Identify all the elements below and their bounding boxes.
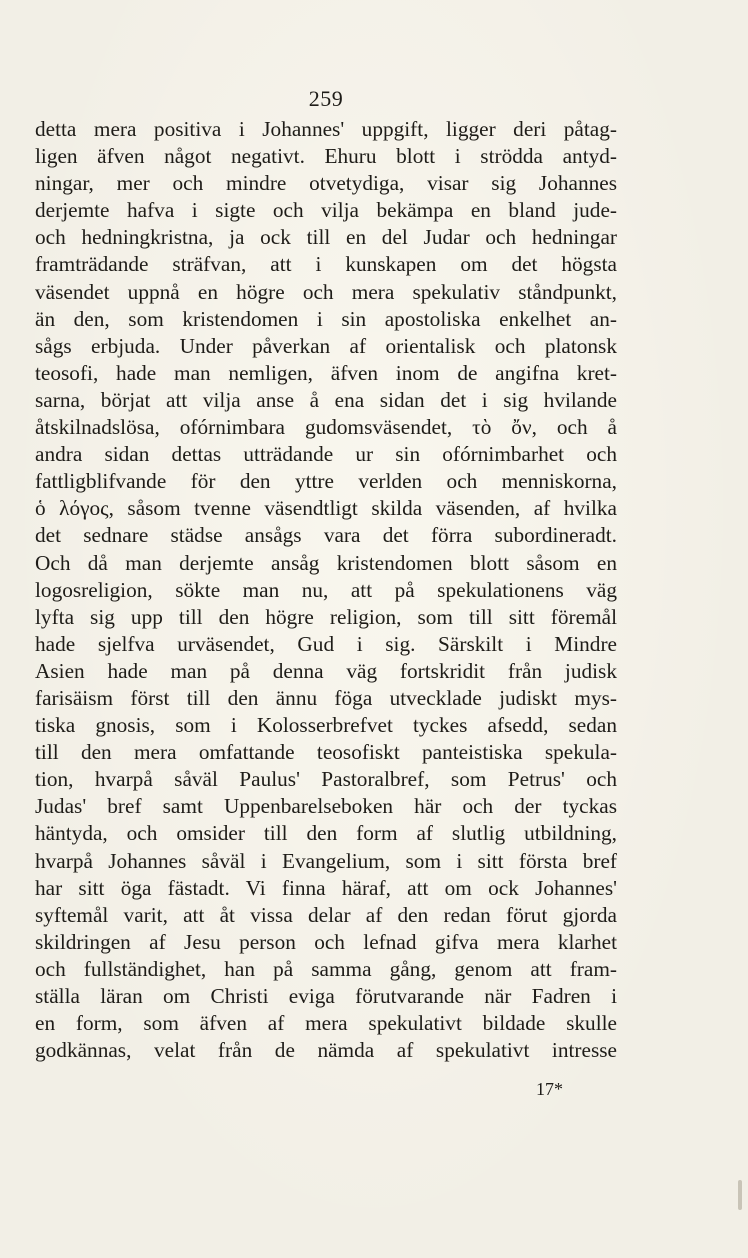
page-number: 259 (308, 86, 344, 111)
text-line: derjemte hafva i sigte och vilja bekämpa en bland jude- (35, 198, 617, 223)
text-line: en form, som äfven af mera spekulativt bildade skulle (35, 1011, 617, 1036)
text-line: häntyda, och omsider till den form af slutlig utbildning, (35, 821, 617, 846)
text-line: teosofi, hade man nemligen, äfven inom de angifna kret- (35, 360, 617, 385)
text-line: ὁ λόγος, såsom tvenne väsendtligt skilda väsenden, af hvilka (35, 496, 617, 521)
text-line: tion, hvarpå såväl Paulus' Pastoralbref, som Petrus' och (35, 767, 617, 792)
signature-mark: 17* (536, 1079, 563, 1099)
text-line: andra sidan dettas utträdande ur sin ofórnimbarhet och (35, 442, 617, 467)
text-line: än den, som kristendomen i sin apostoliska enkelhet an- (35, 306, 617, 331)
text-line: tiska gnosis, som i Kolosserbrefvet tyckes afsedd, sedan (35, 713, 617, 738)
text-line: och hedningkristna, ja ock till en del Judar och hedningar (35, 225, 617, 250)
text-line: detta mera positiva i Johannes' uppgift, ligger deri påtag- (35, 117, 617, 141)
text-line: har sitt öga fästadt. Vi finna häraf, att om ock Johannes' (35, 875, 617, 900)
page-edge-shadow (738, 1180, 742, 1210)
text-line: farisäism först till den ännu föga utvecklade judiskt mys- (35, 685, 617, 710)
body-text (35, 116, 617, 1064)
text-line: lyfta sig upp till den högre religion, som till sitt föremål (35, 604, 617, 629)
text-line: hvarpå Johannes såväl i Evangelium, som i sitt första bref (35, 848, 617, 873)
text-line: sågs erbjuda. Under påverkan af orientalisk och platonsk (35, 333, 617, 358)
text-line: åtskilnadslösa, ofórnimbara gudomsväsendet, τὸ ὄν, och å (35, 415, 617, 440)
text-line: framträdande sträfvan, att i kunskapen om det högsta (35, 252, 617, 277)
text-line: och fullständighet, han på samma gång, genom att fram- (35, 956, 617, 981)
text-line: till den mera omfattande teosofiskt panteistiska spekula- (35, 740, 617, 765)
text-line: ställa läran om Christi eviga förutvarande när Fadren i (35, 984, 617, 1008)
text-line: fattligblifvande för den yttre verlden och menniskorna, (35, 469, 617, 494)
text-line: väsendet uppnå en högre och mera spekulativ ståndpunkt, (35, 279, 617, 304)
text-line: skildringen af Jesu person och lefnad gifva mera klarhet (35, 929, 617, 954)
text-line: hade sjelfva urväsendet, Gud i sig. Särskilt i Mindre (35, 631, 617, 656)
text-line: Och då man derjemte ansåg kristendomen blott såsom en (35, 550, 617, 575)
text-line: ningar, mer och mindre otvetydiga, visar sig Johannes (35, 171, 617, 196)
text-line: Judas' bref samt Uppenbarelseboken här och der tyckas (35, 794, 617, 819)
text-line: det sednare städse ansågs vara det förra subordineradt. (35, 523, 617, 548)
text-line: logosreligion, sökte man nu, att på spekulationens väg (35, 577, 617, 602)
text-line: syftemål varit, att åt vissa delar af den redan förut gjorda (35, 902, 617, 927)
text-line: godkännas, velat från de nämda af spekulativt intresse (35, 1038, 617, 1063)
text-line: ligen äfven något negativt. Ehuru blott i strödda antyd- (35, 144, 617, 169)
text-line: sarna, börjat att vilja anse å ena sidan det i sig hvilande (35, 387, 617, 412)
text-line: Asien hade man på denna väg fortskridit från judisk (35, 658, 617, 683)
